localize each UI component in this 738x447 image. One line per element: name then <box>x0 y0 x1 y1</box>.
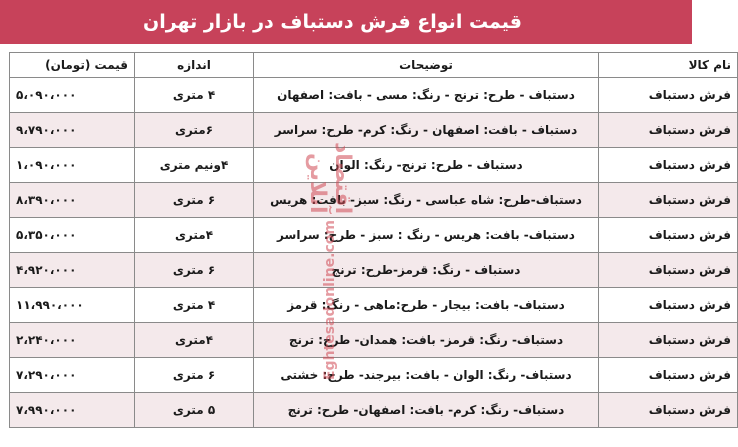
cell-description: دستباف- رنگ: کرم- بافت: اصفهان- طرح: ترنج <box>254 393 599 428</box>
table-header-row <box>10 53 738 78</box>
watermark-text-fa: اقتصاد آنلاین <box>305 141 355 214</box>
cell-name: فرش دستباف <box>599 113 738 148</box>
cell-description: دستباف - طرح: ترنج - رنگ: مسی - بافت: اصفهان <box>254 78 599 113</box>
cell-description: دستباف- بافت: بیجار - طرح:ماهی - رنگ: قرمز <box>254 288 599 323</box>
cell-description: دستباف- رنگ: الوان - بافت: بیرجند- طرح: خشتی <box>254 358 599 393</box>
table-row <box>10 323 738 358</box>
cell-size: ۴ونیم متری <box>135 148 254 183</box>
column-header-size: اندازه <box>135 53 254 78</box>
cell-name: فرش دستباف <box>599 183 738 218</box>
table-row <box>10 183 738 218</box>
cell-name: فرش دستباف <box>599 78 738 113</box>
watermark-text-en: Eghtesadonline.com <box>322 219 338 380</box>
cell-name: فرش دستباف <box>599 393 738 428</box>
cell-price: ۹،۷۹۰،۰۰۰ <box>10 113 135 148</box>
column-header-description: توضیحات <box>254 53 599 78</box>
cell-price: ۲،۲۴۰،۰۰۰ <box>10 323 135 358</box>
cell-description: دستباف-طرح: شاه عباسی - رنگ: سبز- بافت: هریس <box>254 183 599 218</box>
cell-price: ۵،۰۹۰،۰۰۰ <box>10 78 135 113</box>
cell-size: ۵ متری <box>135 393 254 428</box>
cell-size: ۴ متری <box>135 288 254 323</box>
table-row <box>10 288 738 323</box>
cell-description: دستباف - طرح: ترنج- رنگ: الوان <box>254 148 599 183</box>
cell-description: دستباف- رنگ: قرمز- بافت: همدان- طرح: ترنج <box>254 323 599 358</box>
table-row <box>10 78 738 113</box>
cell-name: فرش دستباف <box>599 323 738 358</box>
column-header-name: نام کالا <box>599 53 738 78</box>
cell-size: ۴ متری <box>135 78 254 113</box>
cell-price: ۸،۳۹۰،۰۰۰ <box>10 183 135 218</box>
cell-size: ۴متری <box>135 218 254 253</box>
cell-size: ۶متری <box>135 113 254 148</box>
cell-size: ۴متری <box>135 323 254 358</box>
table-row <box>10 148 738 183</box>
cell-description: دستباف - بافت: اصفهان - رنگ: کرم- طرح: سراسر <box>254 113 599 148</box>
cell-name: فرش دستباف <box>599 148 738 183</box>
table-row <box>10 218 738 253</box>
page-title: قیمت انواع فرش دستباف در بازار تهران <box>143 11 522 33</box>
table-row <box>10 393 738 428</box>
cell-price: ۷،۹۹۰،۰۰۰ <box>10 393 135 428</box>
cell-name: فرش دستباف <box>599 218 738 253</box>
cell-price: ۱۱،۹۹۰،۰۰۰ <box>10 288 135 323</box>
price-table <box>9 52 738 428</box>
cell-description: دستباف- بافت: هریس - رنگ : سبز - طرح: سراسر <box>254 218 599 253</box>
table-row <box>10 253 738 288</box>
cell-price: ۷،۲۹۰،۰۰۰ <box>10 358 135 393</box>
cell-price: ۵،۳۵۰،۰۰۰ <box>10 218 135 253</box>
cell-name: فرش دستباف <box>599 253 738 288</box>
column-header-price: قیمت (تومان) <box>10 53 135 78</box>
cell-size: ۶ متری <box>135 183 254 218</box>
cell-price: ۴،۹۲۰،۰۰۰ <box>10 253 135 288</box>
title-bar <box>0 0 692 46</box>
cell-name: فرش دستباف <box>599 288 738 323</box>
cell-name: فرش دستباف <box>599 358 738 393</box>
cell-size: ۶ متری <box>135 358 254 393</box>
table-row <box>10 113 738 148</box>
cell-description: دستباف - رنگ: قرمز-طرح: ترنج <box>254 253 599 288</box>
table-row <box>10 358 738 393</box>
cell-size: ۶ متری <box>135 253 254 288</box>
cell-price: ۱،۰۹۰،۰۰۰ <box>10 148 135 183</box>
